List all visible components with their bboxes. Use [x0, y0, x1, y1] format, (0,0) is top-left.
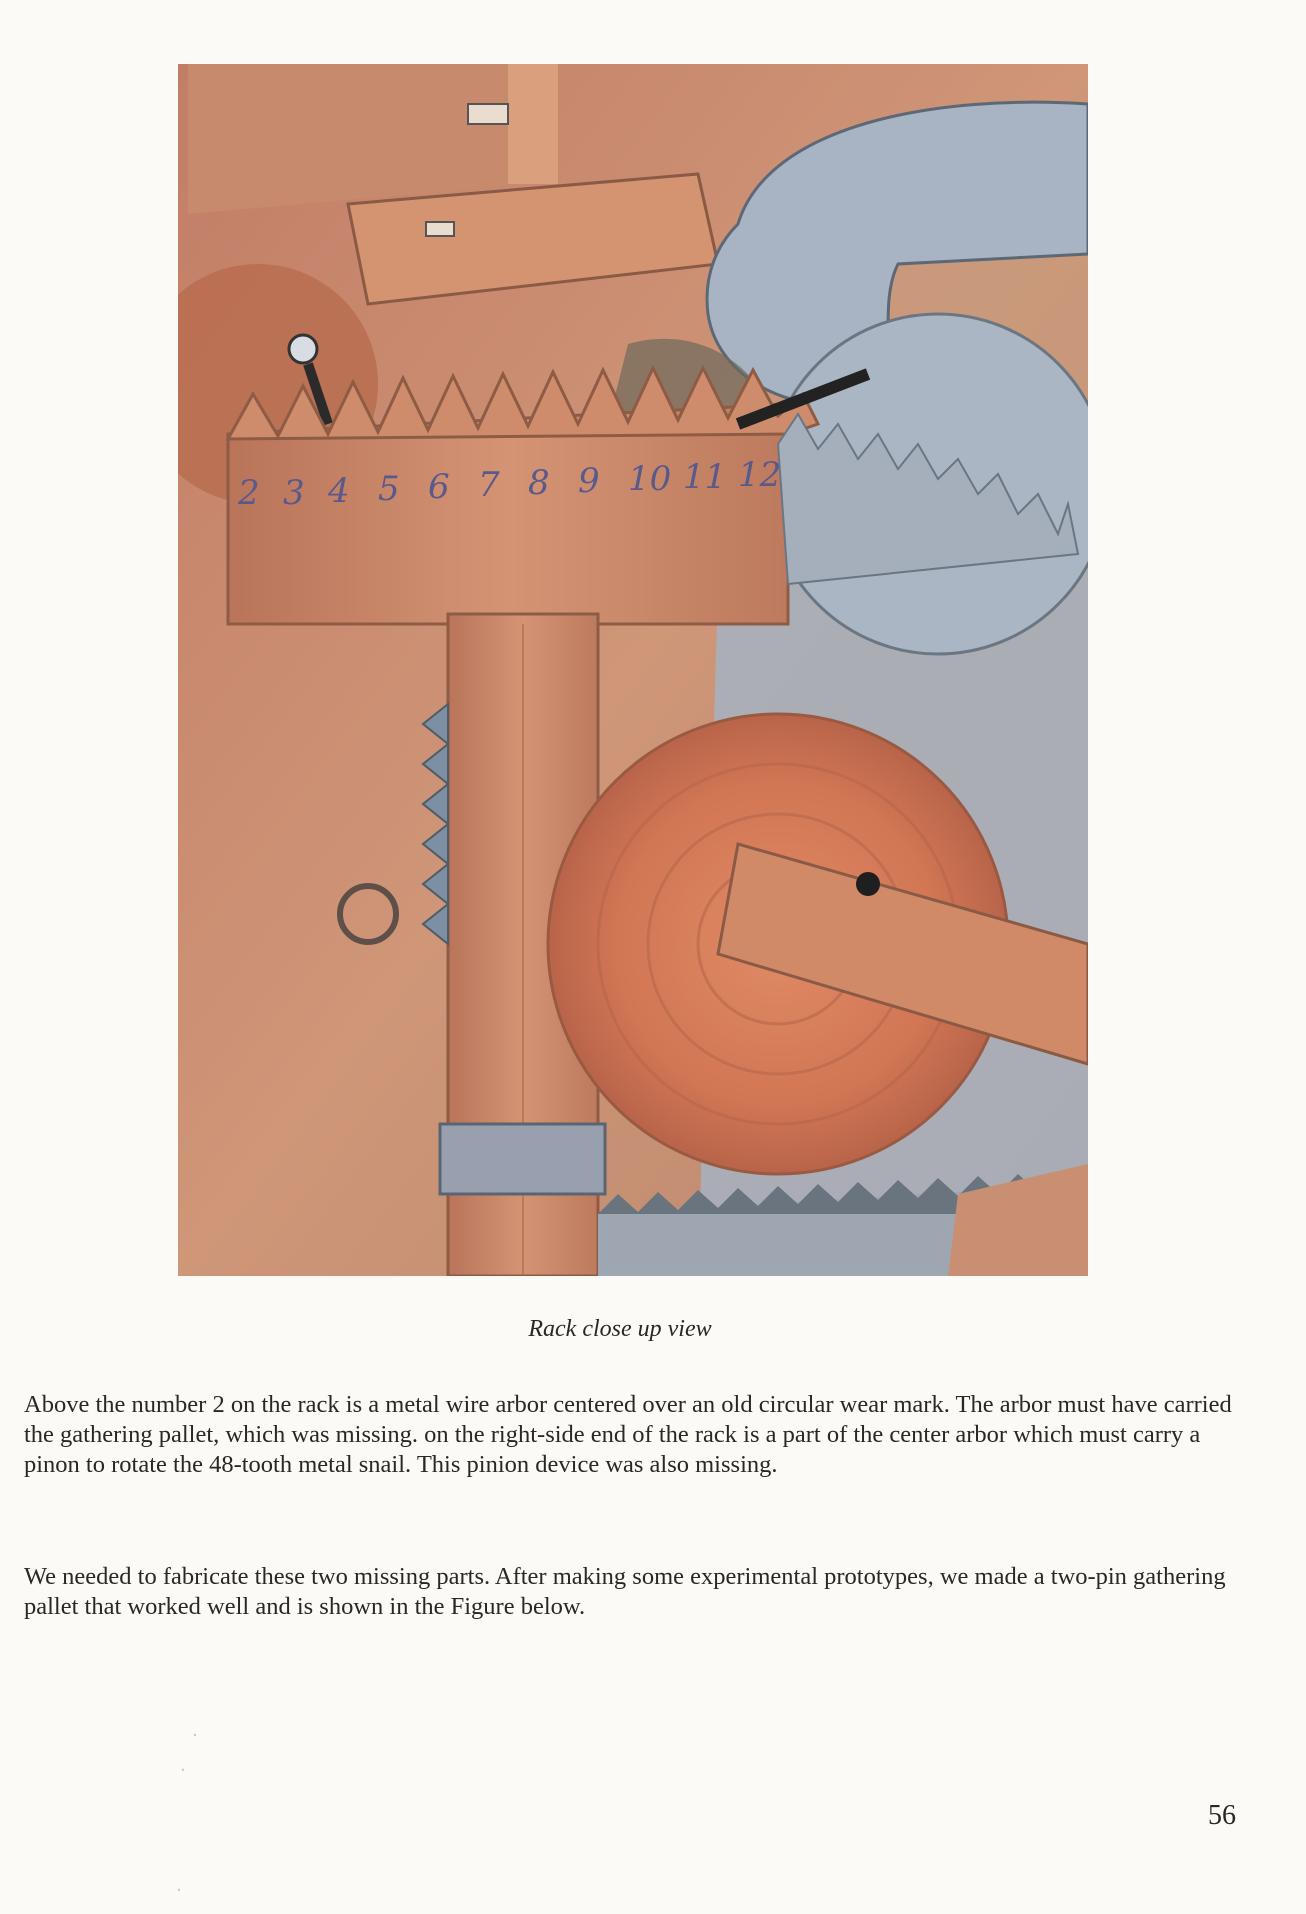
rack-number-12: 12 [738, 455, 782, 495]
scan-speck: · [176, 1880, 182, 1901]
rack-photo-illustration [178, 64, 1088, 1276]
rack-number-7: 7 [478, 465, 500, 505]
rack-number-4: 4 [328, 471, 350, 511]
rack-number-5: 5 [378, 469, 400, 509]
rack-number-11: 11 [683, 457, 727, 497]
rack-photo [178, 64, 1088, 1276]
metal-collar [440, 1124, 605, 1194]
rack-number-6: 6 [428, 467, 450, 507]
rack-number-2: 2 [238, 473, 260, 513]
wire-arbor [289, 335, 317, 363]
scan-speck: · [192, 1725, 198, 1746]
rack-number-3: 3 [283, 473, 305, 513]
scan-speck: · [180, 1760, 186, 1781]
page-number: 56 [1208, 1800, 1236, 1831]
figure-caption: Rack close up view [528, 1316, 712, 1342]
body-paragraph-1: Above the number 2 on the rack is a metal wire arbor centered over an old circular wear mark. The arbor must have carried the gathering pallet, which was missing. on the right-side end of the rack is a part of the center arbor which must carry a pinon to rotate the 48-tooth metal snail. This pinion device was also missing. [24, 1391, 1232, 1478]
rack-number-9: 9 [578, 461, 600, 501]
lever-pin [856, 872, 880, 896]
rack-number-10: 10 [628, 459, 672, 499]
body-paragraph-2: We needed to fabricate these two missing parts. After making some experimental prototypes, we made a two-pin gathering pallet that worked well and is shown in the Figure below. [24, 1563, 1226, 1620]
rack-number-8: 8 [528, 463, 550, 503]
